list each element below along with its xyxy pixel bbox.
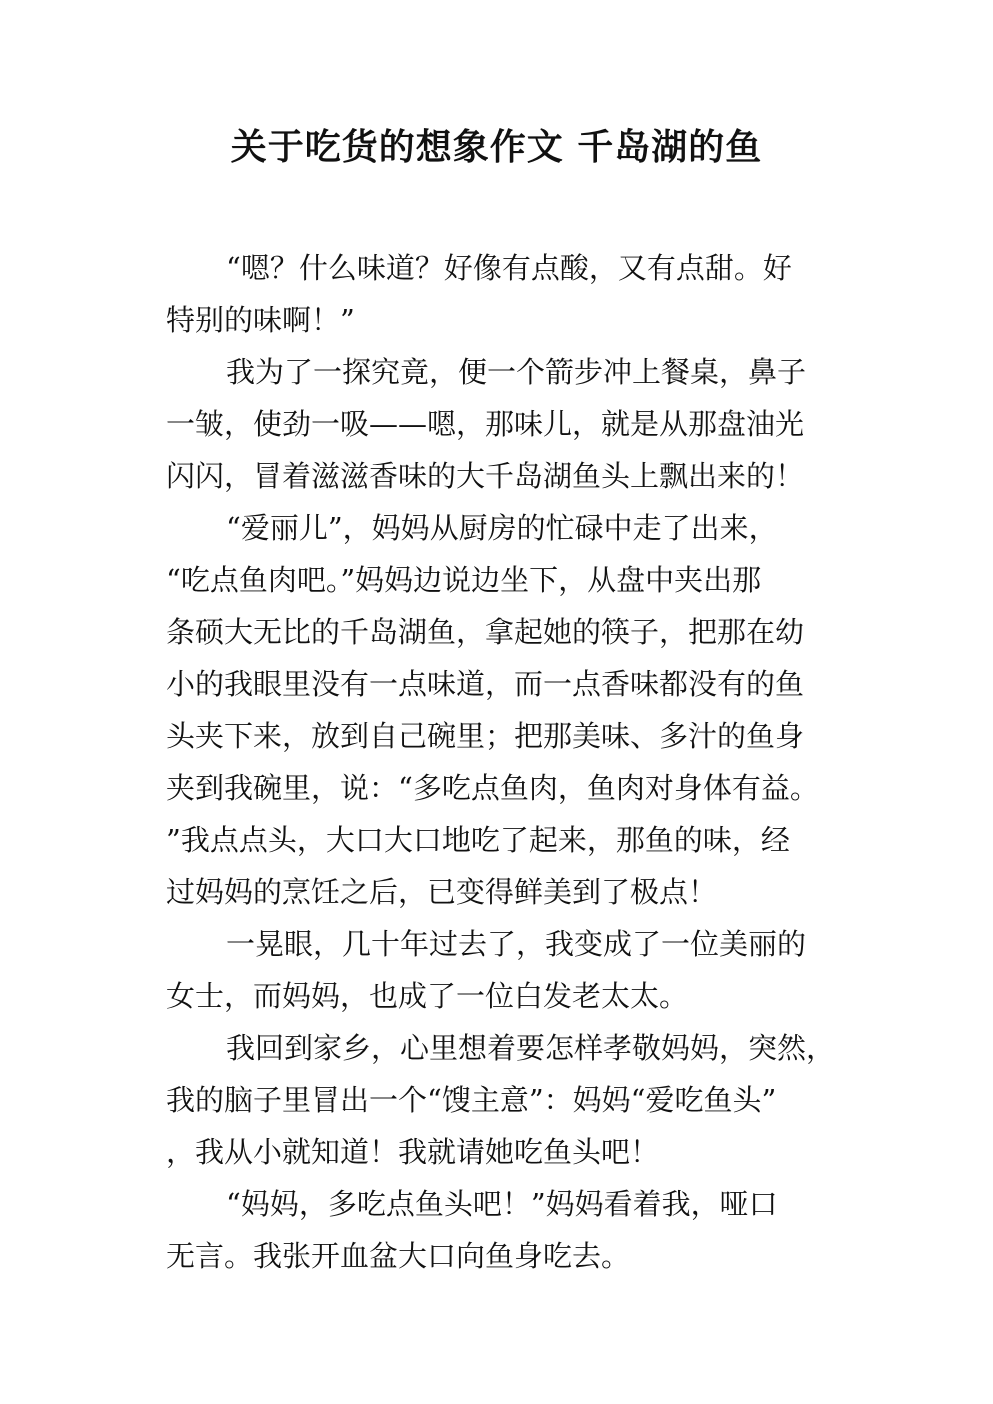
- text-line: 头夹下来，放到自己碗里；把那美味、多汁的鱼身: [166, 719, 805, 753]
- text-line: 特别的味啊！”: [166, 303, 355, 337]
- text-line: 我回到家乡，心里想着要怎样孝敬妈妈，突然，: [226, 1031, 836, 1065]
- text-line: “爱丽儿”，妈妈从厨房的忙碌中走了出来，: [226, 511, 778, 545]
- text-line: “吃点鱼肉吧。”妈妈边说边坐下，从盘中夹出那: [166, 563, 762, 597]
- text-line: 我的脑子里冒出一个“馊主意”：妈妈“爱吃鱼头”: [166, 1083, 777, 1117]
- text-line: 小的我眼里没有一点味道，而一点香味都没有的鱼: [166, 667, 805, 701]
- text-line: ”我点点头，大口大口地吃了起来，那鱼的味，经: [166, 823, 790, 857]
- text-line: ，我从小就知道！我就请她吃鱼头吧！: [166, 1135, 660, 1169]
- text-line: 一晃眼，几十年过去了，我变成了一位美丽的: [226, 927, 807, 961]
- text-line: 条硕大无比的千岛湖鱼，拿起她的筷子，把那在幼: [166, 615, 805, 649]
- document-body: [166, 242, 846, 1282]
- text-line: 过妈妈的烹饪之后，已变得鲜美到了极点！: [166, 875, 718, 909]
- text-line: 女士，而妈妈，也成了一位白发老太太。: [166, 979, 689, 1013]
- text-line: 一皱，使劲一吸——嗯，那味儿，就是从那盘油光: [166, 407, 805, 441]
- text-line: 无言。我张开血盆大口向鱼身吃去。: [166, 1239, 631, 1273]
- document-title: 关于吃货的想象作文 千岛湖的鱼: [230, 127, 763, 168]
- text-line: 闪闪，冒着滋滋香味的大千岛湖鱼头上飘出来的！: [166, 459, 805, 493]
- text-line: “妈妈，多吃点鱼头吧！”妈妈看着我，哑口: [226, 1187, 778, 1221]
- text-line: 我为了一探究竟，便一个箭步冲上餐桌，鼻子: [226, 355, 807, 389]
- text-line: 夹到我碗里，说：“多吃点鱼肉，鱼肉对身体有益。: [166, 771, 819, 805]
- text-line: “嗯？什么味道？好像有点酸，又有点甜。好: [226, 251, 792, 285]
